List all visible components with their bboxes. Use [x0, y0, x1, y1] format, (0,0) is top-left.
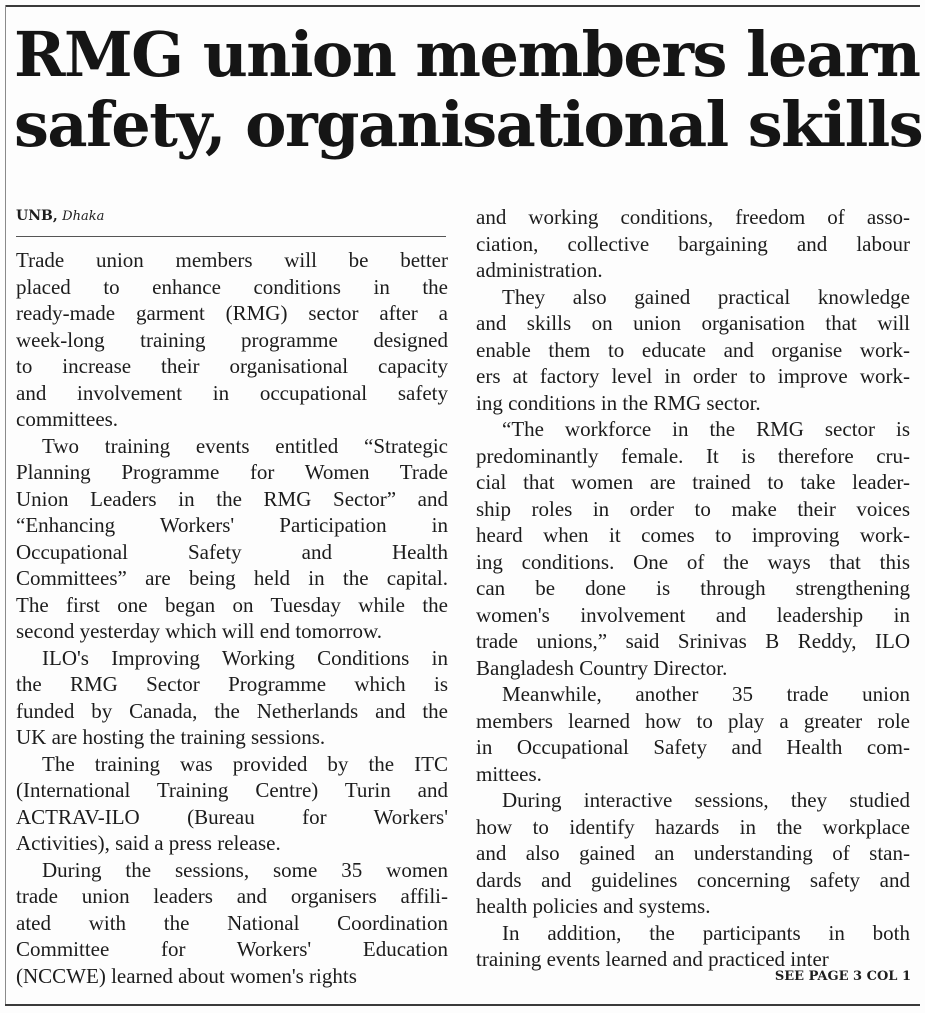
article-line: Bangladesh Country Director.	[476, 655, 728, 680]
article-line: Two training events entitled “Strategic	[42, 433, 448, 458]
article-line: to increase their organisational capacity	[16, 354, 448, 378]
bottom-rule	[5, 1004, 920, 1006]
article-line: the RMG Sector Programme which is	[16, 672, 448, 696]
article-line: and skills on union organisation that will	[476, 311, 910, 335]
article-line: members learned how to play a greater role	[476, 708, 910, 733]
article-line: Committee for Workers' Education	[16, 937, 448, 961]
article-line: training events learned and practiced inter	[476, 947, 829, 971]
article-line: In addition, the participants in both	[502, 920, 910, 945]
article-line: health policies and systems.	[476, 894, 711, 918]
article-line: funded by Canada, the Netherlands and the	[16, 698, 448, 723]
article-line: how to identify hazards in the workplace	[476, 814, 910, 839]
byline-agency: UNB,	[16, 208, 58, 224]
article-line: trade union leaders and organisers affili-	[16, 884, 448, 908]
article-line: During the sessions, some 35 women	[42, 857, 448, 882]
headline-line-1: RMG union members learn	[14, 18, 920, 91]
article-line: women's involvement and leadership in	[476, 602, 910, 627]
article-line: Occupational Safety and Health	[16, 539, 448, 564]
article-line: ing conditions in the RMG sector.	[476, 390, 761, 415]
article-line: ciation, collective bargaining and labour	[476, 231, 910, 256]
article-line: week-long training programme designed	[16, 327, 448, 352]
headline	[14, 18, 923, 161]
article-line: committees.	[16, 407, 119, 431]
article-line: The first one began on Tuesday while the	[16, 592, 448, 617]
article-line: During interactive sessions, they studied	[502, 788, 910, 812]
article-line: and also gained an understanding of stan-	[476, 841, 910, 865]
article-line: mittees.	[476, 761, 542, 786]
article-line: Meanwhile, another 35 trade union	[502, 682, 910, 706]
article-line: Trade union members will be better	[16, 248, 448, 272]
article-column-left	[16, 247, 448, 989]
headline-line-2: safety, organisational skills	[14, 88, 923, 161]
byline	[16, 207, 104, 226]
article-line: ACTRAV-ILO (Bureau for Workers'	[16, 804, 448, 829]
article-line: administration.	[476, 258, 603, 282]
article-line: ers at factory level in order to improve work-	[476, 364, 910, 388]
article-line: ated with the National Coordination	[16, 910, 448, 935]
article-line: (NCCWE) learned about women's rights	[16, 963, 357, 988]
article-line: Planning Programme for Women Trade	[16, 460, 448, 484]
article-line: predominantly female. It is therefore cru-	[476, 443, 910, 468]
article-line: The training was provided by the ITC	[42, 751, 448, 776]
article-line: UK are hosting the training sessions.	[16, 725, 326, 749]
article-line: trade unions,” said Srinivas B Reddy, ILO	[476, 629, 910, 653]
article-line: ing conditions. One of the ways that this	[476, 549, 910, 574]
article-line: can be done is through strengthening	[476, 576, 910, 600]
article-line: dards and guidelines concerning safety and	[476, 867, 910, 892]
article-line: They also gained practical knowledge	[502, 284, 910, 309]
article-line: and working conditions, freedom of asso-	[476, 205, 910, 229]
byline-rule	[16, 236, 446, 237]
article-line: Union Leaders in the RMG Sector” and	[16, 486, 448, 511]
left-rule	[5, 5, 6, 1005]
article-line: and involvement in occupational safety	[16, 380, 448, 405]
article-line: heard when it comes to improving work-	[476, 523, 910, 547]
article-line: ready-made garment (RMG) sector after a	[16, 301, 448, 325]
continuation-note: SEE PAGE 3 COL 1	[774, 969, 911, 984]
article-line: “The workforce in the RMG sector is	[502, 417, 910, 441]
top-rule	[5, 5, 920, 7]
article-line: “Enhancing Workers' Participation in	[16, 513, 448, 537]
article-line: (International Training Centre) Turin and	[16, 778, 448, 802]
article-line: cial that women are trained to take leader-	[476, 470, 910, 494]
article-line: in Occupational Safety and Health com-	[476, 735, 910, 759]
article-line: ship roles in order to make their voices	[476, 496, 910, 521]
article-line: ILO's Improving Working Conditions in	[42, 645, 448, 670]
byline-city: Dhaka	[62, 209, 105, 224]
article-column-right	[476, 204, 910, 973]
article-line: Activities), said a press release.	[16, 831, 281, 855]
article-line: placed to enhance conditions in the	[16, 274, 448, 299]
article-line: Committees” are being held in the capital.	[16, 566, 448, 590]
article-line: second yesterday which will end tomorrow.	[16, 619, 383, 643]
article-line: enable them to educate and organise work-	[476, 337, 910, 362]
